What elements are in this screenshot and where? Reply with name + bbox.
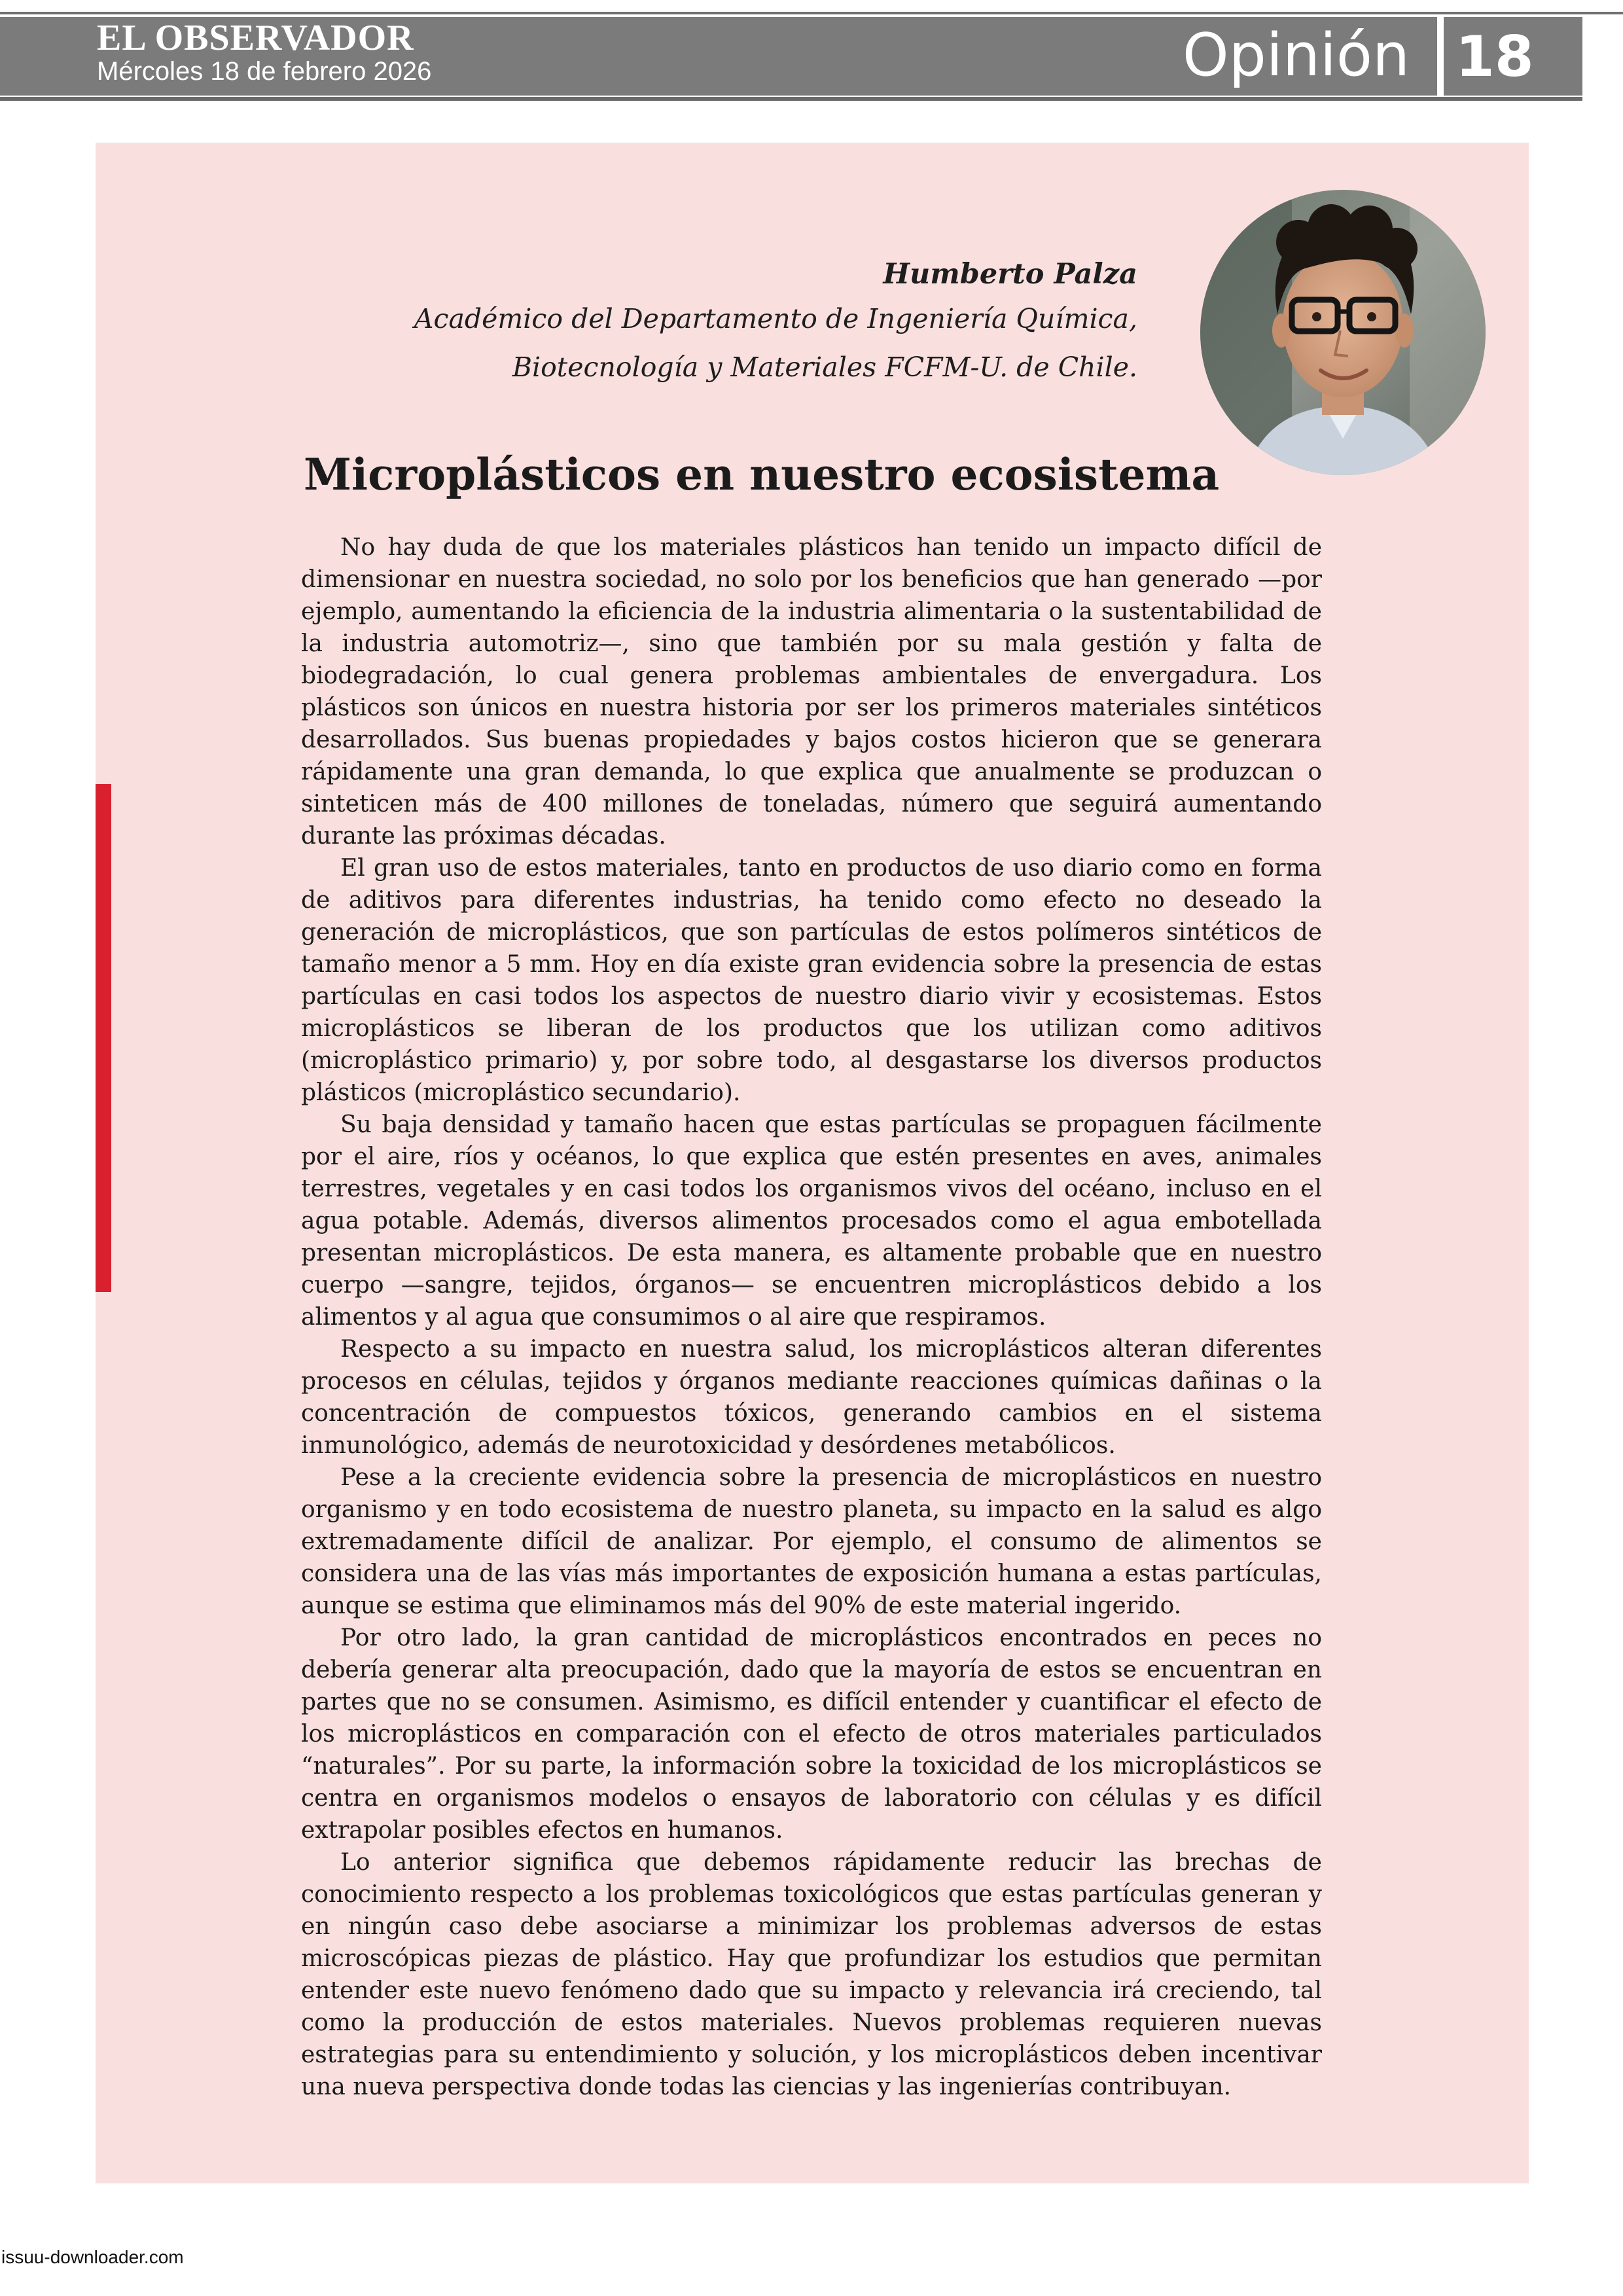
author-portrait-illustration [1200,190,1486,475]
issue-date: Mércoles 18 de febrero 2026 [97,57,432,86]
author-name: Humberto Palza [883,258,1137,291]
header-divider [1437,17,1444,96]
article-paragraph: Por otro lado, la gran cantidad de microplásticos encontrados en peces no debería generar alta preocupación, dado que la mayoría de estos se encuentran en partes que no se consumen. Asimismo, es difícil entender y cuantificar el efecto de los microplásticos en comparación con el efecto de otros materiales particulados “naturales”. Por su parte, la información sobre la toxicidad de los microplásticos se centra en organismos modelos o ensayos de laboratorio con células y es difícil extrapolar posibles efectos en humanos. [301,1624,1322,1844]
article-paragraph: Su baja densidad y tamaño hacen que estas partículas se propaguen fácilmente por el aire, ríos y océanos, lo que explica que estén presentes en aves, animales terrestres, vegetales y en casi todos los organismos vivos del océano, incluso en el agua potable. Además, diversos alimentos procesados como el agua embotellada presentan microplásticos. De esta manera, es altamente probable que en nuestro cuerpo —sangre, tejidos, órganos— se encuentren microplásticos debido a los alimentos y al agua que consumimos o al aire que respiramos. [301,1111,1322,1331]
header-bottom-rule [0,97,1582,101]
author-role-line-2: Biotecnología y Materiales FCFM-U. de Chile. [512,351,1137,383]
author-role-line-1: Académico del Departamento de Ingeniería Química, [414,303,1137,334]
article-paragraph: El gran uso de estos materiales, tanto en productos de uso diario como en forma de aditivos para diferentes industrias, ha tenido como efecto no deseado la generación de microplásticos, que son partículas de estos polímeros sintéticos de tamaño menor a 5 mm. Hoy en día existe gran evidencia sobre la presencia de estas partículas en casi todos los aspectos de nuestro diario vivir y ecosistemas. Estos microplásticos se liberan de los productos que los utilizan como aditivos (microplástico primario) y, por sobre todo, al desgastarse los diversos productos plásticos (microplástico secundario). [301,855,1322,1106]
page-number: 18 [1455,24,1534,90]
article-paragraph: Lo anterior significa que debemos rápidamente reducir las brechas de conocimiento respecto a los problemas toxicológicos que estas partículas generan y en ningún caso debe asociarse a minimizar los problemas adversos de estas microscópicas piezas de plástico. Hay que profundizar los estudios que permitan entender este nuevo fenómeno dado que su impacto y relevancia irá creciendo, tal como la producción de estos materiales. Nuevos problemas requieren nuevas estrategias para su entendimiento y solución, y los microplásticos deben incentivar una nueva perspectiva donde todas las ciencias y las ingenierías contribuyan. [301,1849,1322,2100]
watermark-url: issuu-downloader.com [1,2247,184,2267]
accent-bar [96,784,111,1292]
article-title: Microplásticos en nuestro ecosistema [304,449,1220,500]
newspaper-name: EL OBSERVADOR [97,18,414,58]
author-block [414,254,1137,391]
article-paragraph: Respecto a su impacto en nuestra salud, los microplásticos alteran diferentes procesos en células, tejidos y órganos mediante reacciones químicas dañinas o la concentración de compuestos tóxicos, generando cambios en el sistema inmunológico, además de neurotoxicidad y desórdenes metabólicos. [301,1336,1322,1459]
section-title: Opinión [1182,21,1410,90]
article-body [301,531,1322,2103]
author-portrait [1200,190,1486,475]
header-top-rule [0,12,1623,14]
article-paragraph: Pese a la creciente evidencia sobre la presencia de microplásticos en nuestro organismo y en todo ecosistema de nuestro planeta, su impacto en la salud es algo extremadamente difícil de analizar. Por ejemplo, el consumo de alimentos se considera una de las vías más importantes de exposición humana a estas partículas, aunque se estima que eliminamos más del 90% de este material ingerido. [301,1464,1322,1619]
article-paragraph: No hay duda de que los materiales plásticos han tenido un impacto difícil de dimensionar en nuestra sociedad, no solo por los beneficios que han generado —por ejemplo, aumentando la eficiencia de la industria alimentaria o la sustentabilidad de la industria automotriz—, sino que también por su mala gestión y falta de biodegradación, lo cual genera problemas ambientales de envergadura. Los plásticos son únicos en nuestra historia por ser los primeros materiales sintéticos desarrollados. Sus buenas propiedades y bajos costos hicieron que se generara rápidamente una gran demanda, lo que explica que anualmente se produzcan o sinteticen más de 400 millones de toneladas, número que seguirá aumentando durante las próximas décadas. [301,534,1322,850]
